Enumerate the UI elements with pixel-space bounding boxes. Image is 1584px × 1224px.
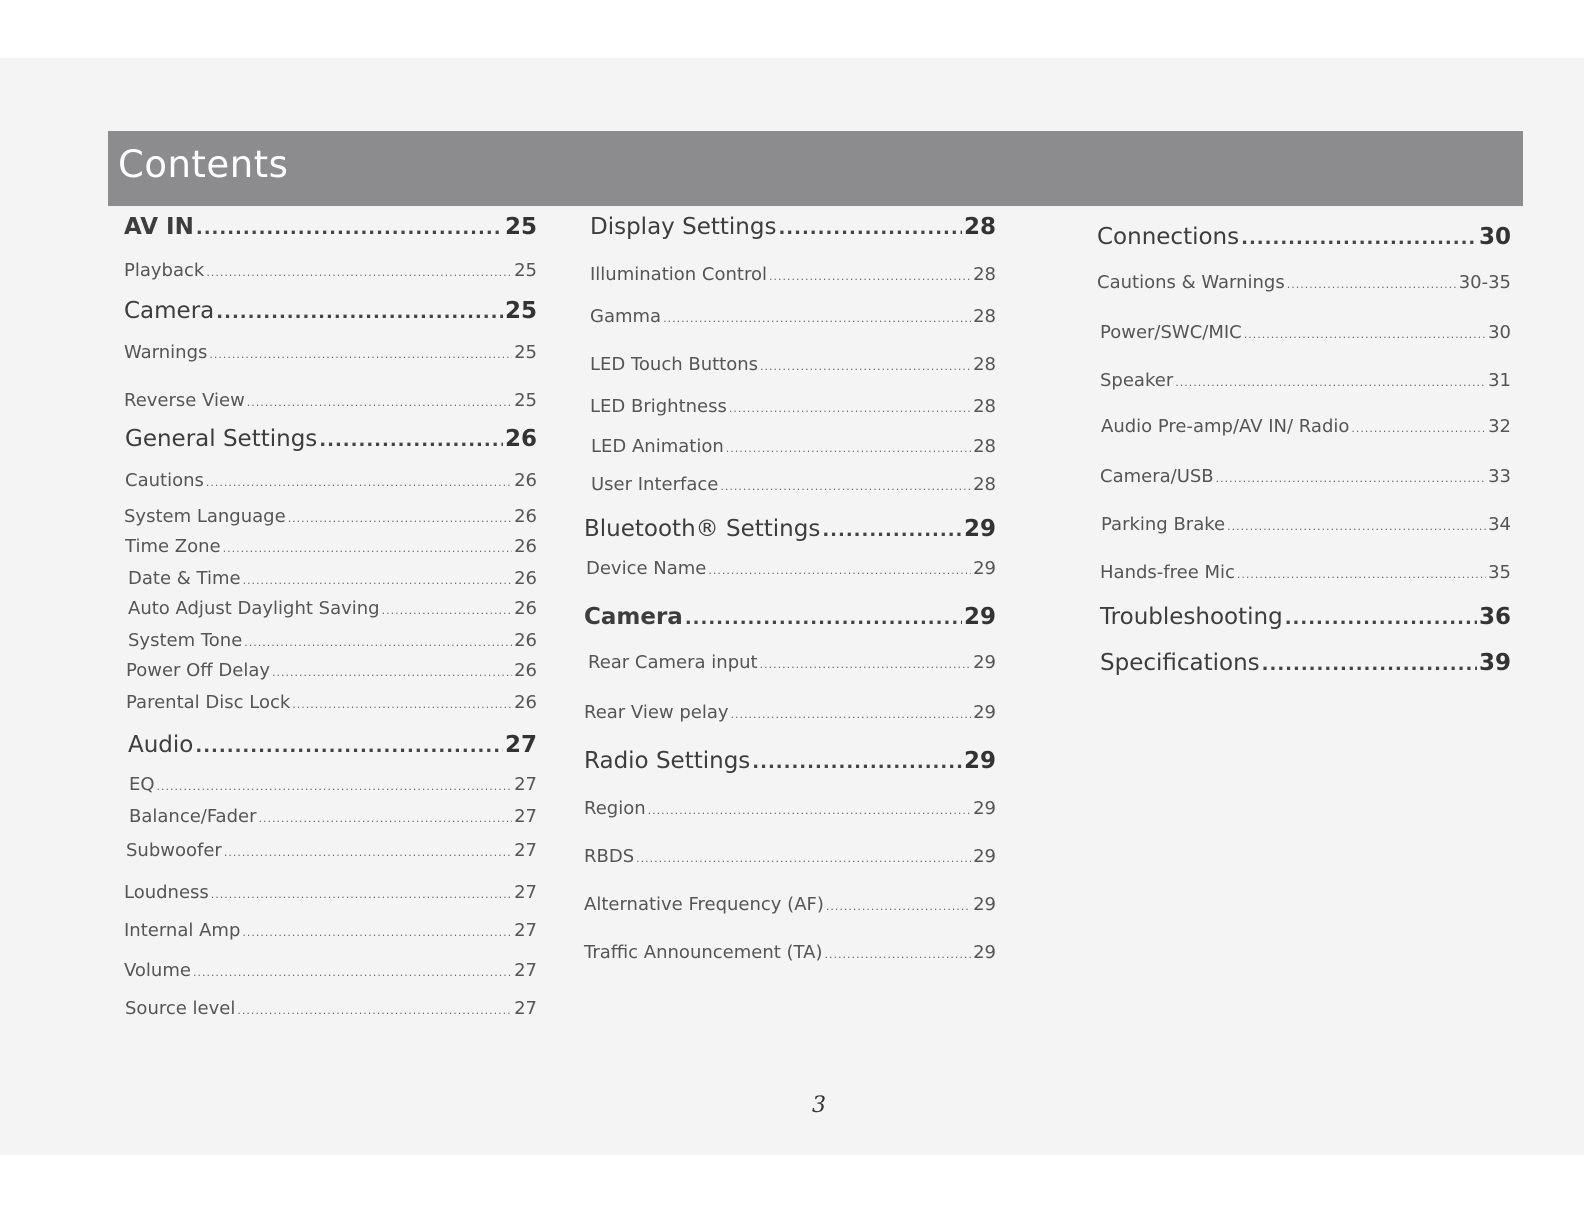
dot-leader [1244,328,1486,341]
toc-entry-page: 26 [514,598,537,619]
toc-entry-label: LED Brightness [590,396,727,417]
toc-entry-label: RBDS [584,846,635,867]
dot-leader [319,430,503,451]
toc-entry-page: 25 [504,298,537,324]
toc-section-entry[interactable] [584,516,996,542]
dot-leader [272,666,512,679]
toc-entry[interactable] [122,568,537,589]
toc-entry[interactable] [584,846,996,867]
toc-entry[interactable] [122,920,537,941]
toc-entry-page: 28 [973,396,996,417]
toc-entry[interactable] [1095,416,1511,437]
dot-leader [826,900,971,913]
toc-entry[interactable] [584,702,996,723]
toc-entry-page: 26 [514,568,537,589]
dot-leader [708,564,971,577]
toc-entry-label: LED Animation [591,436,724,457]
dot-leader [685,608,962,629]
toc-section-entry[interactable] [1095,604,1511,630]
toc-entry-page: 26 [504,426,537,452]
toc-entry[interactable] [122,882,537,903]
dot-leader [1175,376,1486,389]
toc-entry-page: 39 [1478,650,1511,676]
dot-leader [292,698,512,711]
toc-entry-label: Subwoofer [126,840,222,861]
dot-leader [157,780,513,793]
toc-entry-label: Source level [125,998,236,1019]
dot-leader [824,948,971,961]
toc-entry-page: 27 [504,732,537,758]
toc-entry-page: 27 [514,806,537,827]
toc-entry-label: Troubleshooting [1100,604,1283,630]
toc-section-entry[interactable] [1095,224,1511,250]
toc-entry-label: Hands-free Mic [1100,562,1235,583]
toc-entry-label: Gamma [590,306,662,327]
toc-entry-label: Playback [124,260,205,281]
toc-entry[interactable] [1095,466,1511,487]
toc-entry-page: 29 [963,604,996,630]
toc-entry-label: Device Name [586,558,707,579]
dot-leader [223,542,512,555]
dot-leader [288,512,512,525]
contents-banner [108,131,1523,206]
toc-entry[interactable] [122,660,537,681]
toc-entry[interactable] [584,942,996,963]
dot-leader [237,1004,512,1017]
dot-leader [1287,278,1457,291]
toc-entry-page: 29 [973,846,996,867]
dot-leader [1216,472,1486,485]
toc-entry-page: 32 [1488,416,1511,437]
toc-entry[interactable] [122,692,537,713]
toc-entry-page: 27 [514,840,537,861]
dot-leader [211,888,512,901]
dot-leader [193,966,512,979]
dot-leader [259,812,513,825]
toc-entry[interactable] [1095,322,1511,343]
toc-entry-label: Speaker [1100,370,1174,391]
dot-leader [663,312,971,325]
toc-entry-label: AV IN [124,214,194,240]
dot-leader [729,402,971,415]
toc-entry[interactable] [1095,562,1511,583]
toc-entry-page: 26 [514,692,537,713]
toc-entry-label: System Language [124,506,286,527]
toc-entry-label: Power/SWC/MIC [1100,322,1242,343]
toc-entry-page: 25 [514,260,537,281]
toc-entry-label: Power Off Delay [126,660,271,681]
toc-entry-label: Camera/USB [1100,466,1214,487]
toc-entry[interactable] [584,652,996,673]
page-number: 3 [812,1093,826,1118]
toc-entry-label: System Tone [128,630,243,651]
toc-entry-label: Rear Camera input [588,652,758,673]
toc-entry[interactable] [584,264,996,285]
toc-entry-page: 25 [504,214,537,240]
toc-entry-page: 25 [514,342,537,363]
toc-entry-label: Time Zone [125,536,221,557]
toc-entry-page: 29 [973,798,996,819]
toc-entry[interactable] [584,894,996,915]
dot-leader [243,574,513,587]
toc-entry-label: Reverse View [124,390,245,411]
toc-entry-label: Parental Disc Lock [126,692,291,713]
toc-entry-label: EQ [129,774,155,795]
toc-entry[interactable] [584,558,996,579]
dot-leader [244,636,512,649]
toc-entry-page: 30 [1478,224,1511,250]
dot-leader [206,266,512,279]
dot-leader [1237,568,1486,581]
dot-leader [822,520,962,541]
toc-entry-label: Cautions & Warnings [1097,272,1285,293]
dot-leader [1351,422,1486,435]
toc-entry[interactable] [122,630,537,651]
toc-section-entry[interactable] [584,748,996,774]
dot-leader [247,396,512,409]
toc-entry-page: 36 [1478,604,1511,630]
toc-entry-label: General Settings [125,426,318,452]
toc-entry[interactable] [122,536,537,557]
toc-entry-page: 29 [973,558,996,579]
toc-entry-label: User Interface [591,474,719,495]
toc-entry[interactable] [1095,272,1511,293]
toc-entry-page: 33 [1488,466,1511,487]
toc-entry[interactable] [122,806,537,827]
toc-entry-label: Bluetooth® Settings [584,516,821,542]
dot-leader [636,852,971,865]
toc-entry-page: 26 [514,506,537,527]
dot-leader [1262,654,1477,675]
toc-entry[interactable] [122,840,537,861]
toc-section-entry[interactable] [122,214,537,240]
toc-entry-label: Auto Adjust Daylight Saving [128,598,380,619]
toc-entry[interactable] [122,960,537,981]
toc-entry[interactable] [122,598,537,619]
dot-leader [1285,608,1477,629]
toc-entry-page: 29 [963,748,996,774]
toc-section-entry[interactable] [122,426,537,452]
toc-section-entry[interactable] [584,214,996,240]
toc-entry[interactable] [584,474,996,495]
toc-entry-label: Camera [584,604,683,630]
toc-entry-label: Audio Pre-amp/AV IN/ Radio [1101,416,1350,437]
toc-entry-page: 28 [973,436,996,457]
dot-leader [206,476,512,489]
dot-leader [216,302,503,323]
toc-entry-label: Rear View pelay [584,702,729,723]
toc-entry[interactable] [122,506,537,527]
dot-leader [760,360,971,373]
toc-entry-page: 26 [514,536,537,557]
toc-entry-page: 28 [973,306,996,327]
toc-entry-label: Volume [124,960,191,981]
toc-entry-page: 30-35 [1458,272,1511,293]
toc-entry[interactable] [122,998,537,1019]
toc-entry-page: 34 [1488,514,1511,535]
dot-leader [209,348,512,361]
toc-entry-page: 27 [514,998,537,1019]
dot-leader [195,736,503,757]
toc-entry-label: Connections [1097,224,1240,250]
dot-leader [648,804,971,817]
toc-entry[interactable] [1095,514,1511,535]
toc-entry[interactable] [122,774,537,795]
toc-entry-label: Parking Brake [1101,514,1226,535]
toc-entry-label: LED Touch Buttons [590,354,759,375]
dot-leader [731,708,972,721]
toc-entry-label: Cautions [125,470,204,491]
toc-entry[interactable] [584,354,996,375]
toc-entry-page: 26 [514,470,537,491]
toc-entry-label: Traffic Announcement (TA) [584,942,823,963]
dot-leader [778,218,962,239]
toc-entry-page: 29 [973,652,996,673]
toc-entry-page: 29 [973,702,996,723]
toc-entry-page: 29 [973,942,996,963]
toc-entry[interactable] [122,470,537,491]
toc-entry-label: Warnings [124,342,208,363]
toc-entry-label: Alternative Frequency (AF) [584,894,824,915]
toc-entry-page: 27 [514,960,537,981]
toc-entry-page: 28 [973,354,996,375]
toc-entry-page: 28 [973,474,996,495]
toc-entry-page: 31 [1488,370,1511,391]
toc-entry[interactable] [122,260,537,281]
toc-entry-label: Internal Amp [124,920,241,941]
toc-entry-label: Specifications [1100,650,1260,676]
toc-entry-label: Camera [124,298,215,324]
toc-entry[interactable] [584,436,996,457]
toc-entry-page: 26 [514,630,537,651]
toc-entry-page: 26 [514,660,537,681]
toc-entry-label: Display Settings [590,214,777,240]
dot-leader [382,604,512,617]
toc-entry[interactable] [584,306,996,327]
toc-entry-label: Illumination Control [590,264,767,285]
toc-section-entry[interactable] [1095,650,1511,676]
toc-entry[interactable] [122,390,537,411]
toc-entry-label: Audio [128,732,194,758]
dot-leader [760,658,972,671]
dot-leader [726,442,971,455]
toc-entry-page: 27 [514,882,537,903]
toc-entry-page: 29 [963,516,996,542]
toc-entry-page: 28 [963,214,996,240]
toc-section-entry[interactable] [584,604,996,630]
toc-entry[interactable] [1095,370,1511,391]
dot-leader [1227,520,1486,533]
toc-entry-page: 35 [1488,562,1511,583]
dot-leader [196,218,503,239]
dot-leader [1241,228,1477,249]
toc-entry-label: Region [584,798,646,819]
toc-entry-page: 25 [514,390,537,411]
toc-entry-page: 27 [514,920,537,941]
toc-entry[interactable] [584,798,996,819]
toc-section-entry[interactable] [122,298,537,324]
toc-entry-page: 27 [514,774,537,795]
dot-leader [720,480,971,493]
toc-section-entry[interactable] [122,732,537,758]
toc-entry-page: 30 [1488,322,1511,343]
toc-entry-label: Loudness [124,882,209,903]
toc-entry-label: Balance/Fader [129,806,257,827]
toc-entry-page: 29 [973,894,996,915]
dot-leader [769,270,971,283]
toc-entry-label: Date & Time [128,568,241,589]
dot-leader [242,926,512,939]
toc-entry-page: 28 [973,264,996,285]
dot-leader [752,752,962,773]
toc-entry[interactable] [584,396,996,417]
toc-entry[interactable] [122,342,537,363]
dot-leader [224,846,512,859]
toc-entry-label: Radio Settings [584,748,751,774]
page-title: Contents [118,143,289,186]
